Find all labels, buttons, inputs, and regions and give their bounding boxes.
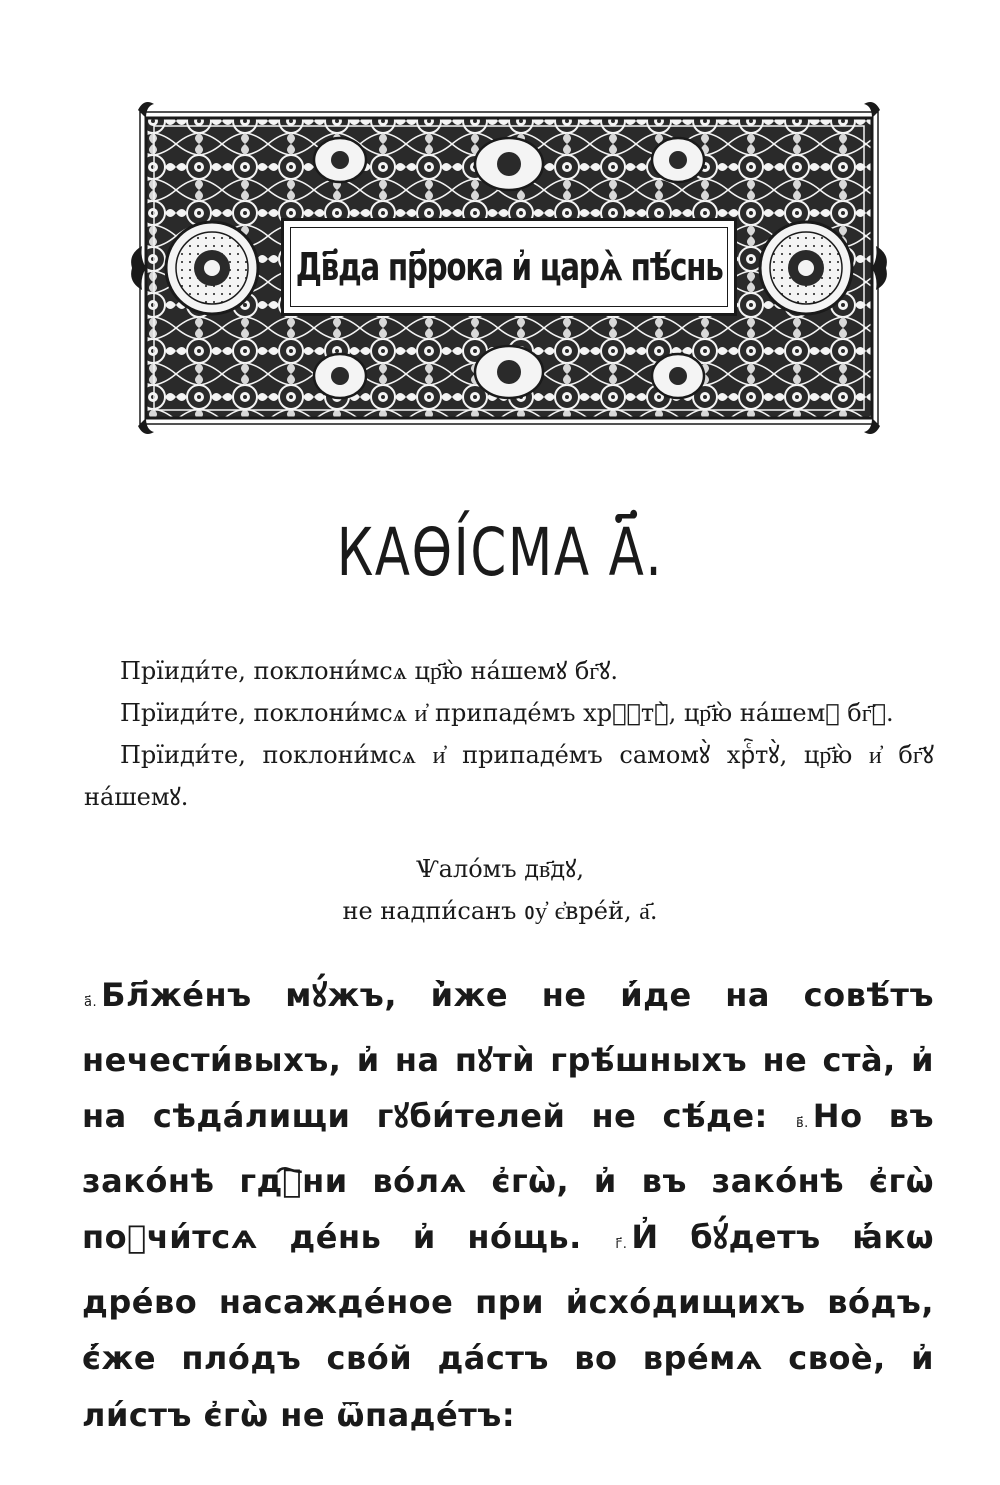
invitatory-line: Прїиди́те, поклони́мсѧ и҆ припаде́мъ самомꙋ̀ хрⷭ҇тꙋ̀, цр҃ю̀ и҆ бг҃ꙋ на́шемꙋ. (84, 741, 934, 811)
verse-3: И҆ бꙋ́детъ ꙗ҆́кѡ дре́во насажде́ное при и҆схо́дищихъ во́дъ, є҆́же пло́дъ сво́й да́стъ во вре́мѧ своѐ, и҆ ли́стъ є҆гѡ̀ не ѿпаде́тъ: (82, 1218, 935, 1434)
psalm-paragraph (82, 967, 934, 1443)
invitatory-line: Прїиди́те, поклони́мсѧ и҆ припаде́мъ хрⷭ҇тꙋ̀, цр҃ю̀ на́шемꙋ бг҃ꙋ. (120, 699, 894, 727)
headpiece-title: Дв҃да пр҃рока и҆ царѧ̀ пѣ́снь (295, 245, 723, 289)
psalm-heading (0, 848, 1000, 932)
verse-number: в҃. (796, 1116, 809, 1131)
psalm-heading-line1: Ѱало́мъ дв҃дꙋ, (416, 855, 584, 883)
invitatory-line: Прїиди́те, поклони́мсѧ цр҃ю̀ на́шемꙋ бг҃ꙋ. (120, 657, 619, 685)
ornamental-headpiece (130, 98, 888, 438)
kathisma-heading: КАѲІ́СМА А҃. (336, 514, 664, 591)
invitatory (84, 650, 934, 818)
verse-1: Бл҃же́нъ мꙋ́жъ, и҆̀же не и҆́де на совѣ́тъ нечести́выхъ, и҆ на пꙋтѝ грѣ́шныхъ не ста̀, и҆ на сѣда́лищи гꙋби́телей не сѣ́де: (82, 976, 934, 1135)
rosette-right (760, 222, 852, 314)
psalm-text (82, 967, 934, 1443)
rosette-left (166, 222, 258, 314)
psalm-heading-line2: не надпи́санъ ᲂу҆ є҆вре́й, а҃. (342, 897, 658, 925)
verse-number: г҃. (615, 1237, 628, 1252)
verse-2: Но въ зако́нѣ гдⷭ҇ни во́лѧ є҆гѡ̀, и҆ въ зако́нѣ є҆гѡ̀ поꙋчи́тсѧ де́нь и҆ но́щь. (82, 1097, 934, 1256)
verse-number: а҃. (84, 995, 98, 1010)
headpiece-title-frame (281, 218, 737, 316)
